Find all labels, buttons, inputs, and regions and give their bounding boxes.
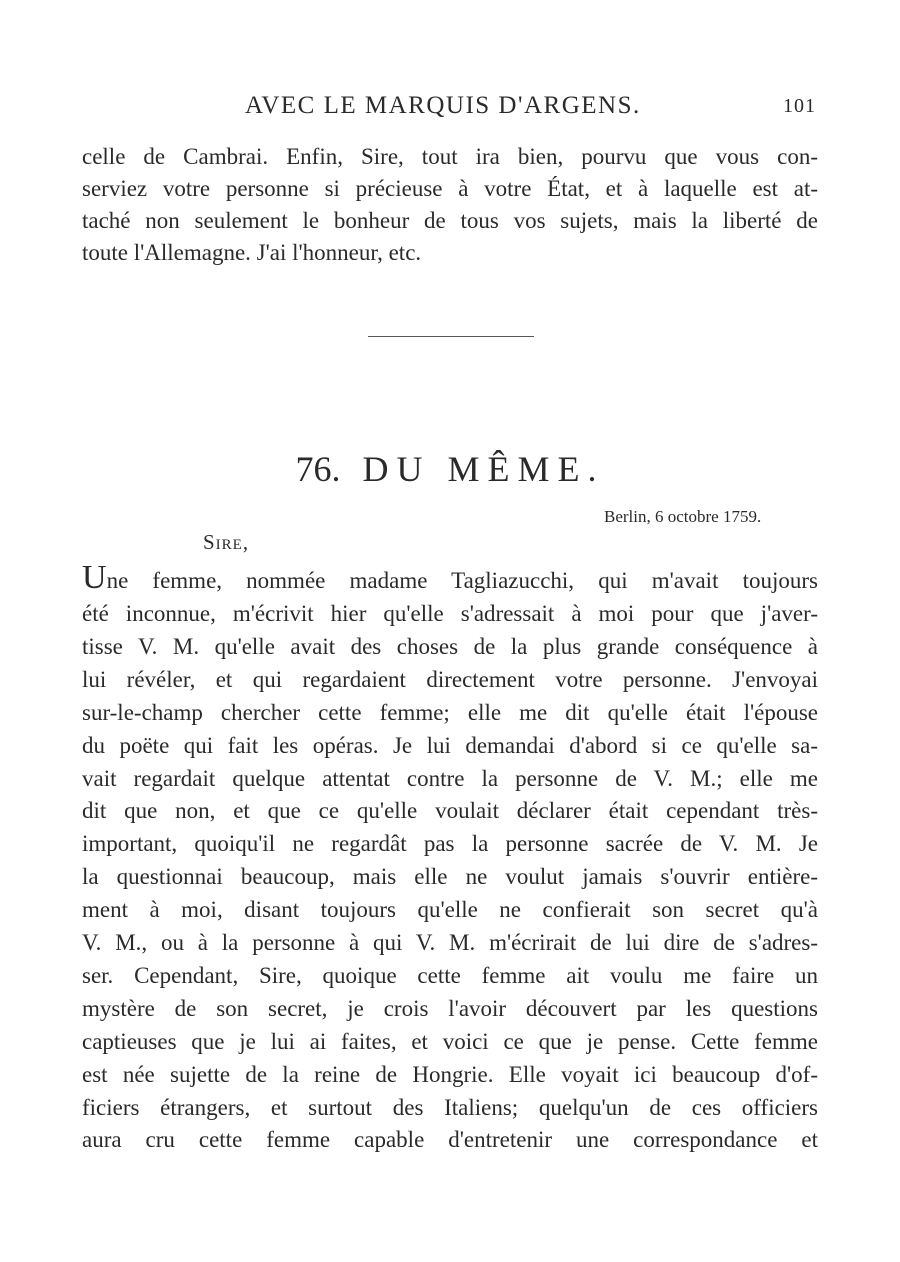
body-line: ment à moi, disant toujours qu'elle ne confierait son secret qu'à — [82, 897, 818, 923]
body-line: sur-le-champ chercher cette femme; elle me dit qu'elle était l'épouse — [82, 699, 818, 725]
body-line: taché non seulement le bonheur de tous vos sujets, mais la liberté de — [82, 208, 818, 233]
dateline: Berlin, 6 octobre 1759. — [604, 507, 762, 526]
body-line: ficiers étrangers, et surtout des Italiens; quelqu'un de ces officiers — [82, 1094, 818, 1120]
page-number: 101 — [783, 95, 816, 117]
body-line: dit que non, et que ce qu'elle voulait déclarer était cependant très- — [82, 798, 818, 824]
body-line: serviez votre personne si précieuse à votre État, et à laquelle est at- — [82, 176, 818, 201]
letter-heading: DU MÊME. — [362, 449, 605, 489]
body-line: été inconnue, m'écrivit hier qu'elle s'adressait à moi pour que j'aver- — [82, 601, 818, 626]
running-title: AVEC LE MARQUIS D'ARGENS. — [245, 92, 641, 119]
body-line: important, quoiqu'il ne regardât pas la personne sacrée de V. M. Je — [82, 831, 818, 857]
body-line: celle de Cambrai. Enfin, Sire, tout ira bien, pourvu que vous con- — [82, 144, 818, 169]
body-line: Une femme, nommée madame Tagliazucchi, qui m'avait toujours — [82, 559, 818, 596]
body-line: lui révéler, et qui regardaient directement votre personne. J'envoyai — [82, 666, 818, 692]
body-line: tisse V. M. qu'elle avait des choses de la plus grande conséquence à — [82, 633, 818, 659]
body-line: la questionnai beaucoup, mais elle ne voulut jamais s'ouvrir entière- — [82, 864, 818, 890]
drop-cap: U — [82, 559, 107, 596]
section-divider — [368, 336, 534, 337]
salutation: Sire, — [203, 530, 250, 554]
letter-number: 76. — [295, 449, 341, 489]
body-line: ser. Cependant, Sire, quoique cette femme ait voulu me faire un — [82, 962, 818, 988]
body-line: vait regardait quelque attentat contre la personne de V. M.; elle me — [82, 765, 818, 791]
body-line: aura cru cette femme capable d'entretenir une correspondance et — [82, 1127, 818, 1153]
body-line: du poëte qui fait les opéras. Je lui demandai d'abord si ce qu'elle sa- — [82, 732, 818, 758]
body-line: toute l'Allemagne. J'ai l'honneur, etc. — [82, 240, 422, 265]
body-line: est née sujette de la reine de Hongrie. Elle voyait ici beaucoup d'of- — [82, 1061, 818, 1087]
body-line: V. M., ou à la personne à qui V. M. m'écrirait de lui dire de s'adres- — [82, 930, 818, 955]
letter-title — [0, 448, 900, 490]
body-line: captieuses que je lui ai faites, et voici ce que je pense. Cette femme — [82, 1028, 818, 1054]
body-line: mystère de son secret, je crois l'avoir découvert par les questions — [82, 995, 818, 1021]
